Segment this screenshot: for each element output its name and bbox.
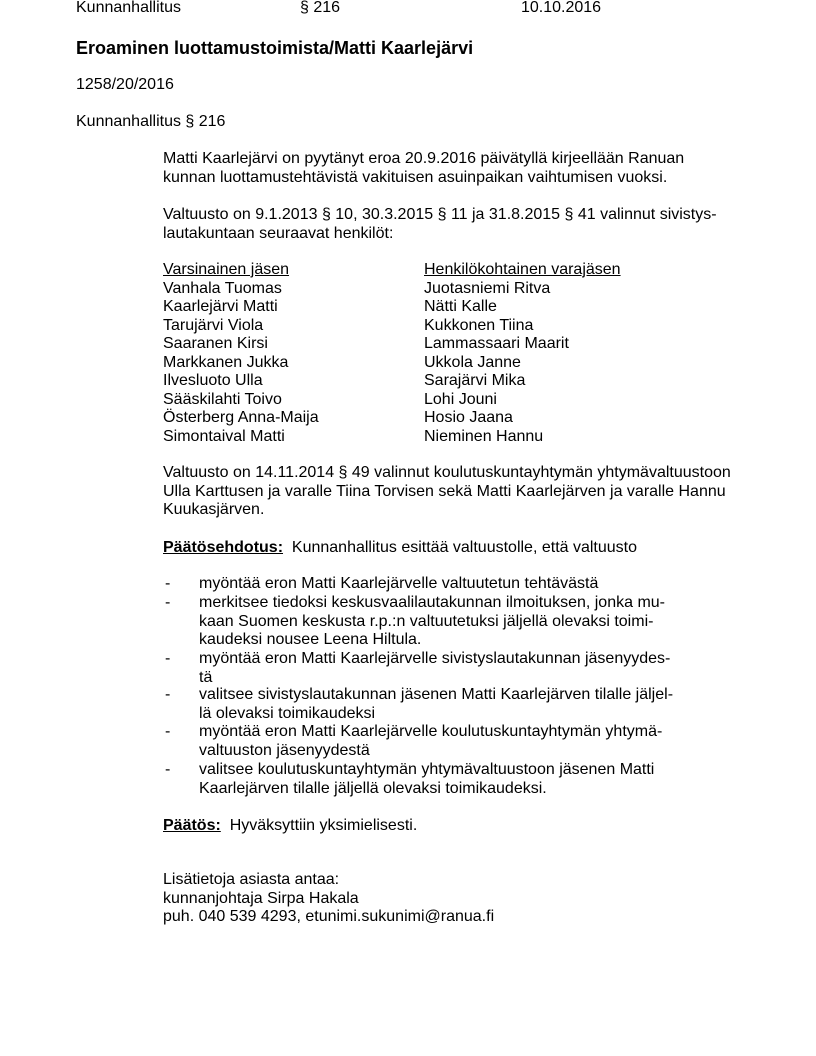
contact-line: kunnanjohtaja Sirpa Hakala — [163, 889, 359, 907]
proposal-item-line: kaudeksi nousee Leena Hiltula. — [199, 631, 422, 648]
member-name: Vanhala Tuomas — [163, 279, 282, 297]
header-date: 10.10.2016 — [521, 0, 602, 16]
deputy-name: Sarajärvi Mika — [424, 372, 526, 389]
member-name: Sääskilahti Toivo — [163, 390, 282, 408]
deputy-name: Kukkonen Tiina — [424, 316, 534, 334]
deputy-name: Lammassaari Maarit — [424, 335, 569, 352]
member-name: Tarujärvi Viola — [163, 316, 264, 334]
council-line: lautakuntaan seuraavat henkilöt: — [163, 224, 394, 242]
deputy-name: Lohi Jouni — [424, 390, 497, 408]
members-header: Varsinainen jäsen — [163, 261, 290, 278]
deputies-column — [424, 261, 621, 446]
case-number: 1258/20/2016 — [76, 76, 174, 93]
proposal-item-line: merkitsee tiedoksi keskusvaalilautakunnan ilmoituksen, jonka mu- — [199, 594, 665, 611]
intro-paragraph — [163, 150, 684, 187]
deputy-name: Hosio Jaana — [424, 409, 513, 426]
decision-text: Hyväksyttiin yksimielisesti. — [229, 817, 418, 834]
members-column — [163, 261, 319, 446]
body-reference: Kunnanhallitus § 216 — [76, 113, 226, 130]
proposal-item-line: myöntää eron Matti Kaarlejärvelle koulutuskuntayhtymän yhtymä- — [199, 723, 663, 740]
contact-line: Lisätietoja asiasta antaa: — [163, 871, 340, 888]
contact-info — [163, 871, 494, 927]
proposal-item-line: valtuuston jäsenyydestä — [199, 741, 370, 759]
proposal-label: Päätösehdotus: — [163, 539, 284, 556]
deputy-name: Nätti Kalle — [424, 298, 497, 315]
assembly-line: Kuukasjärven. — [163, 501, 265, 518]
proposal-item-line: tä — [199, 668, 213, 686]
deputy-name: Nieminen Hannu — [424, 427, 544, 445]
proposal-item-line: myöntää eron Matti Kaarlejärvelle sivistyslautakunnan jäsenyydes- — [199, 650, 671, 667]
member-name: Markkanen Jukka — [163, 353, 289, 371]
proposal-item-line: kaan Suomen keskusta r.p.:n valtuutetuksi jäljellä olevaksi toimi- — [199, 612, 654, 630]
header-section: § 216 — [300, 0, 341, 16]
dash-bullet: - — [165, 723, 171, 740]
council-line: Valtuusto on 9.1.2013 § 10, 30.3.2015 § 11 ja 31.8.2015 § 41 valinnut sivistys- — [163, 206, 717, 223]
page-title: Eroaminen luottamustoimista/Matti Kaarlejärvi — [76, 38, 474, 58]
member-name: Saaranen Kirsi — [163, 335, 268, 352]
dash-bullet: - — [165, 575, 171, 592]
header-body: Kunnanhallitus — [76, 0, 181, 16]
proposal-item-line: lä olevaksi toimikaudeksi — [199, 704, 376, 722]
dash-bullet: - — [165, 650, 171, 667]
member-name: Simontaival Matti — [163, 427, 285, 445]
assembly-line: Ulla Karttusen ja varalle Tiina Torvisen sekä Matti Kaarlejärven ja varalle Hannu — [163, 482, 726, 500]
decision-label: Päätös: — [163, 817, 221, 834]
intro-line: kunnan luottamustehtävistä vakituisen asuinpaikan vaihtumisen vuoksi. — [163, 168, 668, 186]
proposal-line — [163, 539, 637, 558]
council-paragraph — [163, 206, 717, 243]
deputy-name: Ukkola Janne — [424, 353, 521, 371]
proposal-text: Kunnanhallitus esittää valtuustolle, että valtuusto — [291, 539, 638, 556]
contact-line: puh. 040 539 4293, etunimi.sukunimi@ranua.fi — [163, 908, 495, 925]
proposal-item-line: myöntää eron Matti Kaarlejärvelle valtuutetun tehtävästä — [199, 575, 599, 592]
decision-line — [163, 817, 417, 836]
intro-line: Matti Kaarlejärvi on pyytänyt eroa 20.9.2016 päivätyllä kirjeellään Ranuan — [163, 150, 685, 167]
proposal-item-line: valitsee sivistyslautakunnan jäsenen Matti Kaarlejärven tilalle jäljel- — [199, 686, 674, 703]
proposal-item-line: Kaarlejärven tilalle jäljellä olevaksi toimikaudeksi. — [199, 779, 547, 797]
deputy-name: Juotasniemi Ritva — [424, 279, 551, 297]
dash-bullet: - — [165, 594, 171, 611]
dash-bullet: - — [165, 686, 171, 703]
member-name: Ilvesluoto Ulla — [163, 372, 263, 389]
assembly-paragraph — [163, 464, 731, 520]
member-name: Österberg Anna-Maija — [163, 409, 319, 426]
deputies-header: Henkilökohtainen varajäsen — [424, 261, 621, 278]
assembly-line: Valtuusto on 14.11.2014 § 49 valinnut koulutuskuntayhtymän yhtymävaltuustoon — [163, 464, 731, 481]
member-name: Kaarlejärvi Matti — [163, 298, 278, 315]
dash-bullet: - — [165, 761, 171, 778]
proposal-item-line: valitsee koulutuskuntayhtymän yhtymävaltuustoon jäsenen Matti — [199, 761, 655, 778]
